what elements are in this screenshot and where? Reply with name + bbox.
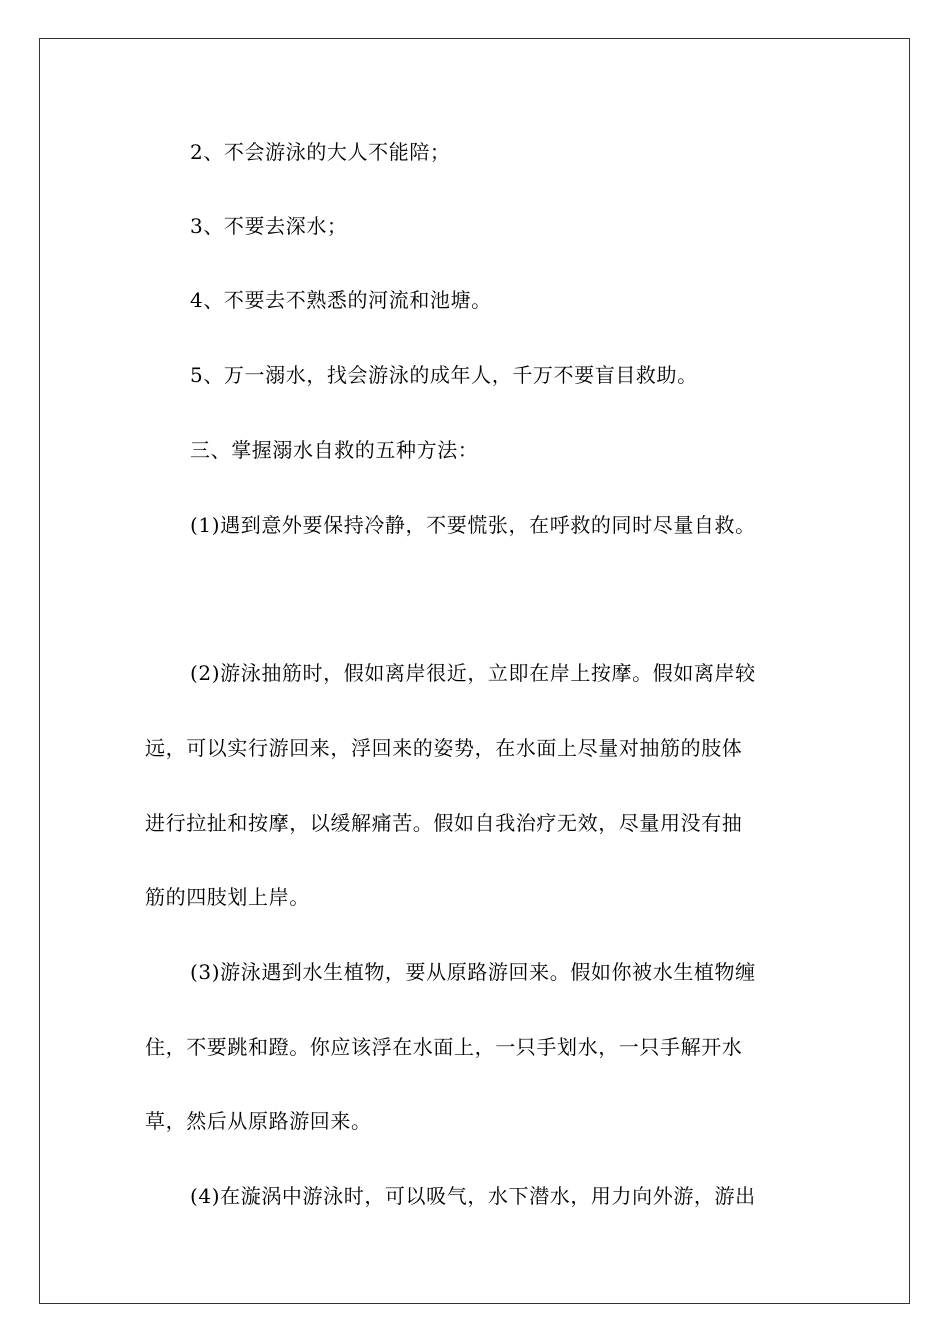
method-4-line-1: (4)在漩涡中游泳时，可以吸气，水下潜水，用力向外游，游出	[190, 1184, 756, 1208]
method-1: (1)遇到意外要保持冷静，不要慌张，在呼救的同时尽量自救。	[190, 513, 756, 537]
method-3-line-3: 草，然后从原路游回来。	[145, 1109, 372, 1133]
method-2-line-1: (2)游泳抽筋时，假如离岸很近，立即在岸上按摩。假如离岸较	[190, 661, 756, 685]
method-2-line-3: 进行拉扯和按摩，以缓解痛苦。假如自我治疗无效，尽量用没有抽	[145, 811, 743, 835]
method-3-line-1: (3)游泳遇到水生植物，要从原路游回来。假如你被水生植物缠	[190, 960, 756, 984]
method-2-line-2: 远，可以实行游回来，浮回来的姿势，在水面上尽量对抽筋的肢体	[145, 736, 743, 760]
list-item-5: 5、万一溺水，找会游泳的成年人，千万不要盲目救助。	[190, 363, 698, 387]
list-item-4: 4、不要去不熟悉的河流和池塘。	[190, 288, 492, 312]
list-item-3: 3、不要去深水；	[190, 214, 348, 238]
method-3-line-2: 住，不要跳和蹬。你应该浮在水面上，一只手划水，一只手解开水	[145, 1035, 743, 1059]
section-heading-3: 三、掌握溺水自救的五种方法：	[190, 438, 479, 462]
method-2-line-4: 筋的四肢划上岸。	[145, 885, 310, 909]
list-item-2: 2、不会游泳的大人不能陪；	[190, 140, 451, 164]
